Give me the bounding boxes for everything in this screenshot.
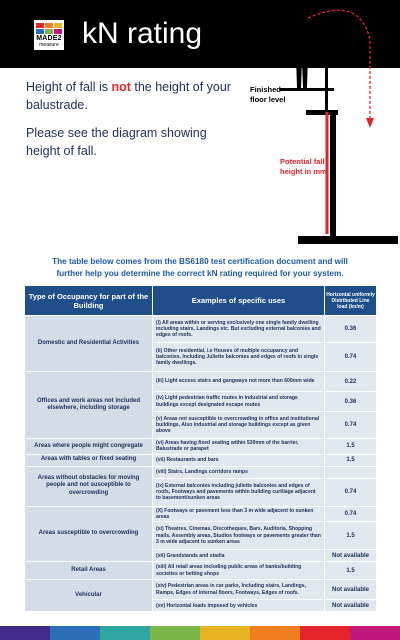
logo-text-top: MADE2 [36, 34, 62, 42]
fall-arrow-curve [308, 10, 370, 120]
occupancy-cell: Areas with tables or fixed seating [25, 454, 153, 466]
occupancy-cell: Areas without obstacles for moving people and not susceptible to overcrowding [25, 466, 153, 506]
load-cell [325, 466, 377, 478]
intro-line1-before: Height of fall is [26, 80, 112, 94]
load-cell: 0.36 [325, 392, 377, 412]
load-cell: Not available [325, 550, 377, 562]
example-cell: (xiii) All retail areas including public areas of banks/building societies or betting shops [153, 562, 325, 580]
logo-text-bottom: measure [39, 41, 59, 48]
color-stripe [350, 626, 400, 640]
example-cell: (vii) Restaurants and bars [153, 454, 325, 466]
load-cell: Not available [325, 580, 377, 600]
table-row [25, 454, 377, 466]
example-cell: (i) All areas within or serving exclusively one single family dwelling including stairs, Landings etc. But excluding external balconies and edges of roofs. [153, 316, 325, 343]
page-title: kN rating [82, 17, 203, 50]
header-occupancy: Type of Occupancy for part of the Building [25, 286, 153, 316]
occupancy-cell: Areas susceptible to overcrowding [25, 506, 153, 562]
example-cell: (xiv) Pedestrian areas in car parks, Including stairs, Landings, Ramps, Edges of internal floors, Footways, Edges of roofs. [153, 580, 325, 600]
example-cell: (viii) Stairs, Landings corridors ramps [153, 466, 325, 478]
example-cell: (xi) Theatres, Cinemas, Discotheques, Bars, Auditoria, Shopping malls, Assembly areas, Studios footways or pavements greater than 3 m wide adjacent to sunken areas [153, 522, 325, 550]
load-cell: 1.5 [325, 562, 377, 580]
occupancy-cell: Offices and work areas not included elsewhere, including storage [25, 372, 153, 439]
occupancy-cell: Retail Areas [25, 562, 153, 580]
intro-emphasis: not [111, 80, 131, 94]
example-cell: (iv) Light pedestrian traffic routes in industrial and storage buildings except designated escape routes [153, 392, 325, 412]
person-icon [290, 16, 314, 88]
color-stripe [250, 626, 300, 640]
intro-text [26, 78, 241, 170]
load-cell: 0.36 [325, 316, 377, 343]
load-cell: 0.74 [325, 412, 377, 439]
logo-color-grid [36, 23, 62, 34]
ground-slab [298, 236, 398, 244]
intro-line1-after: the height of your balustrade. [26, 80, 231, 112]
color-stripe [0, 626, 50, 640]
color-stripe [50, 626, 100, 640]
color-stripe [100, 626, 150, 640]
table-row [25, 466, 377, 478]
color-stripe [300, 626, 350, 640]
load-cell: 0.74 [325, 478, 377, 506]
upper-ledge [306, 110, 338, 115]
building-edge [330, 112, 336, 240]
color-stripe [200, 626, 250, 640]
table-row [25, 316, 377, 343]
intro-paragraph-2: Please see the diagram showing height of fall. [26, 126, 207, 158]
header-load: Horizontal uniformly Distributed Line load (kn/m) [325, 286, 377, 316]
example-cell: (ii) Other residential, i.e Houses of multiple occupancy and balconies, Including Juliette balconies and edges of roofs in single family dwellings. [153, 343, 325, 372]
header-examples: Examples of specific uses [153, 286, 325, 316]
load-cell: 1.5 [325, 439, 377, 455]
table-intro-text: The table below comes from the BS6180 test certification document and will further help you determine the correct kN rating required for your system. [52, 257, 348, 278]
fall-label-2: height in mm [280, 167, 327, 176]
bottom-color-bar [0, 626, 400, 640]
balustrade-post [325, 60, 328, 112]
table-row [25, 562, 377, 580]
load-cell: 0.22 [325, 372, 377, 392]
example-cell: (ix) External balconies including juliette balconies and edges of roofs, Footways and pavements within building curtilage adjacent to basement/sunken areas [153, 478, 325, 506]
kn-rating-table [24, 285, 377, 612]
example-cell: (v) Areas not susceptible to overcrowding in office and institutional buildings, Also industrial and storage buildings except as given above [153, 412, 325, 439]
example-cell: (xv) Horizontal loads imposed by vehicles [153, 600, 325, 612]
color-stripe [150, 626, 200, 640]
occupancy-cell: Domestic and Residential Activities [25, 316, 153, 372]
floor-label-2: floor level [250, 95, 286, 104]
brand-logo [34, 20, 64, 50]
fall-label-1: Potential fall [280, 157, 325, 166]
occupancy-cell: Areas where people might congregate [25, 439, 153, 455]
example-cell: (xii) Grandstands and stadia [153, 550, 325, 562]
floor-label-1: Finished [250, 85, 281, 94]
load-cell: 0.74 [325, 506, 377, 522]
table-row [25, 372, 377, 392]
fall-height-diagram [240, 0, 400, 250]
intro-paragraph-1 [26, 78, 241, 114]
table-row [25, 580, 377, 600]
example-cell: (vi) Areas having fixed seating within 530mm of the barrier, Balustrade or parapet [153, 439, 325, 455]
fall-arrow-head [366, 118, 374, 128]
example-cell: (X) Footways or pavement less than 3 m wide adjacent to sunken areas [153, 506, 325, 522]
table-row [25, 439, 377, 455]
load-cell: 1.5 [325, 454, 377, 466]
occupancy-cell: Vehicular [25, 580, 153, 612]
floor-slab [280, 88, 334, 91]
load-cell: Not available [325, 600, 377, 612]
load-cell: 1.5 [325, 522, 377, 550]
example-cell: (iii) Light access stairs and gangways not more than 600mm wide [153, 372, 325, 392]
load-cell: 0.74 [325, 343, 377, 372]
table-row [25, 506, 377, 522]
